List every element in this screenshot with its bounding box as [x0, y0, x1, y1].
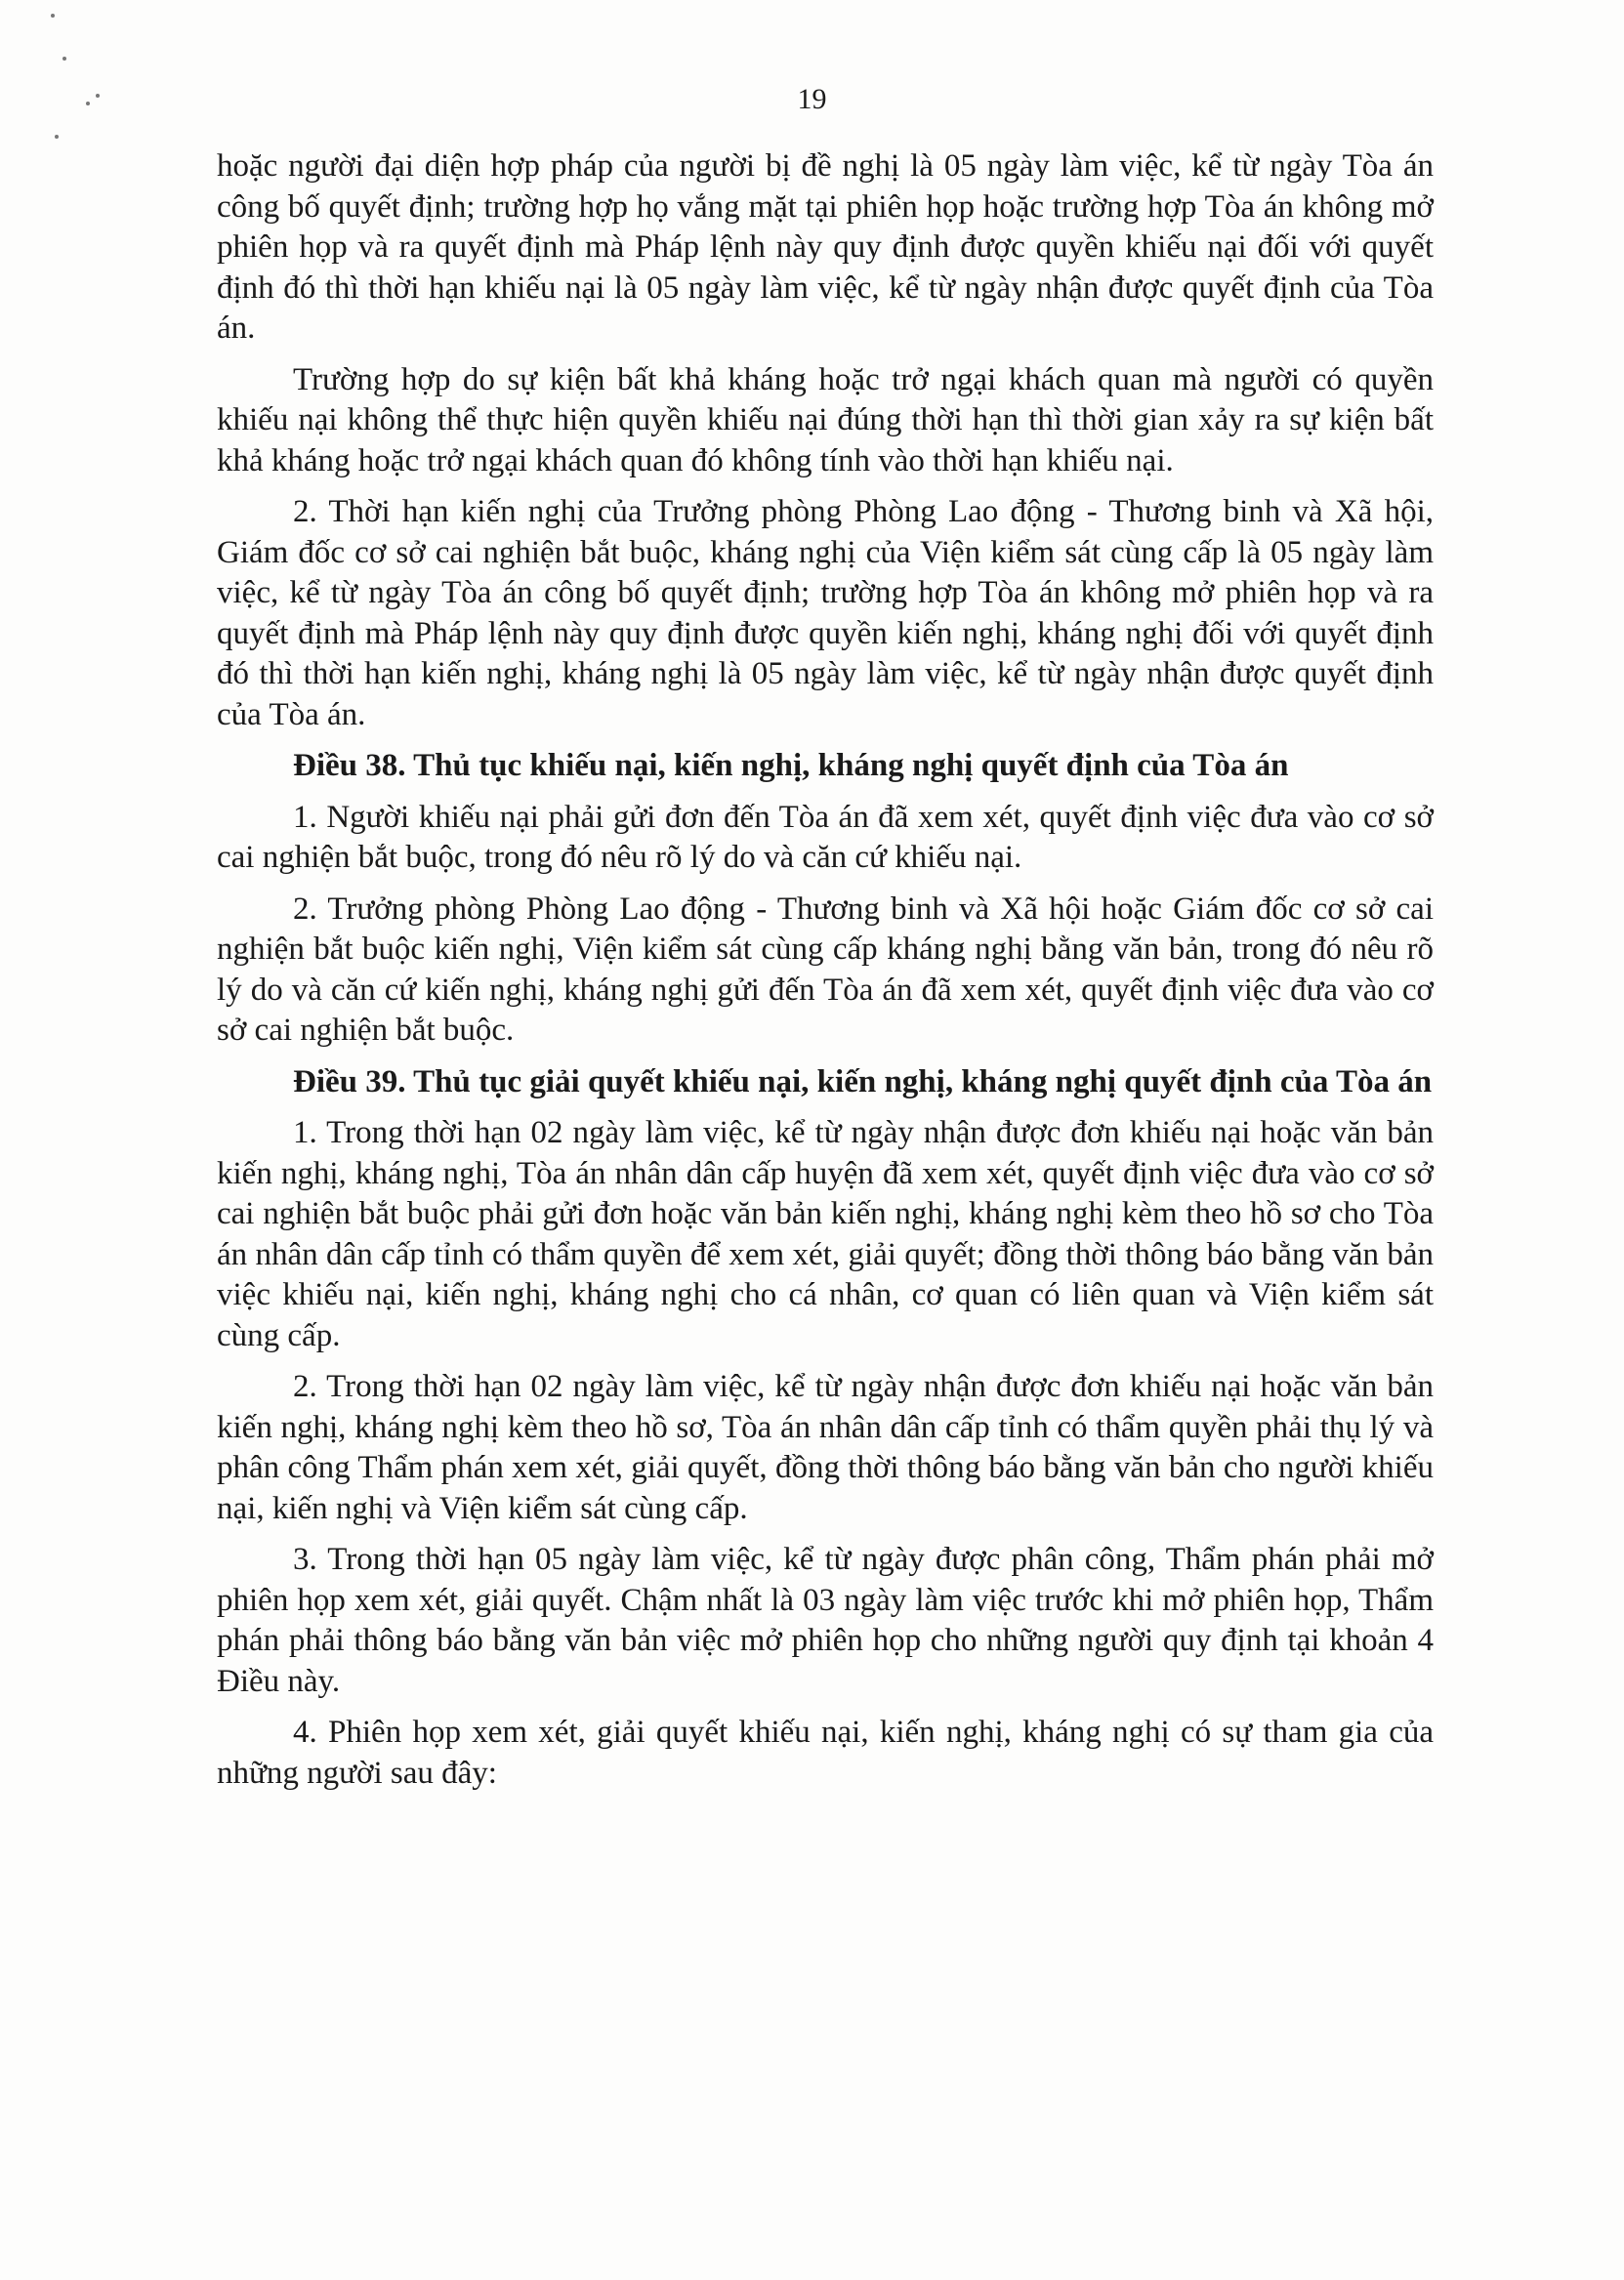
article-38-clause-1: 1. Người khiếu nại phải gửi đơn đến Tòa án đã xem xét, quyết định việc đưa vào cơ sở cai nghiện bắt buộc, trong đó nêu rõ lý do và căn cứ khiếu nại. — [217, 799, 1434, 875]
paragraph-continuation: hoặc người đại diện hợp pháp của người bị đề nghị là 05 ngày làm việc, kể từ ngày Tòa án công bố quyết định; trường hợp họ vắng mặt tại phiên họp hoặc trường hợp Tòa án không mở phiên họp và ra quyết định mà Pháp lệnh này quy định được quyền khiếu nại đối với quyết định đó thì thời hạn khiếu nại là 05 ngày làm việc, kể từ ngày nhận được quyết định của Tòa án. — [217, 148, 1434, 346]
paragraph-recommendation-deadline: 2. Thời hạn kiến nghị của Trưởng phòng Phòng Lao động - Thương binh và Xã hội, Giám đốc cơ sở cai nghiện bắt buộc, kháng nghị của Viện kiểm sát cùng cấp là 05 ngày làm việc, kể từ ngày Tòa án công bố quyết định; trường hợp Tòa án không mở phiên họp và ra quyết định mà Pháp lệnh này quy định được quyền kiến nghị, kháng nghị đối với quyết định đó thì thời hạn kiến nghị, kháng nghị là 05 ngày làm việc, kể từ ngày nhận được quyết định của Tòa án. — [217, 494, 1434, 732]
article-39-clause-2: 2. Trong thời hạn 02 ngày làm việc, kể từ ngày nhận được đơn khiếu nại hoặc văn bản kiến nghị, kháng nghị kèm theo hồ sơ, Tòa án nhân dân cấp tỉnh có thẩm quyền phải thụ lý và phân công Thẩm phán xem xét, giải quyết, đồng thời thông báo bằng văn bản cho người khiếu nại, kiến nghị và Viện kiểm sát cùng cấp. — [217, 1369, 1434, 1526]
article-38-heading: Điều 38. Thủ tục khiếu nại, kiến nghị, kháng nghị quyết định của Tòa án — [293, 748, 1289, 783]
page-number: 19 — [797, 83, 827, 115]
article-39-heading: Điều 39. Thủ tục giải quyết khiếu nại, kiến nghị, kháng nghị quyết định của Tòa án — [293, 1063, 1433, 1099]
article-39-clause-3: 3. Trong thời hạn 05 ngày làm việc, kể từ ngày được phân công, Thẩm phán phải mở phiên họp xem xét, giải quyết. Chậm nhất là 03 ngày làm việc trước khi mở phiên họp, Thẩm phán phải thông báo bằng văn bản việc mở phiên họp cho những người quy định tại khoản 4 Điều này. — [217, 1542, 1434, 1699]
paragraph-force-majeure: Trường hợp do sự kiện bất khả kháng hoặc trở ngại khách quan mà người có quyền khiếu nại không thể thực hiện quyền khiếu nại đúng thời hạn thì thời gian xảy ra sự kiện bất khả kháng hoặc trở ngại khách quan đó không tính vào thời hạn khiếu nại. — [217, 361, 1434, 478]
article-39-clause-4: 4. Phiên họp xem xét, giải quyết khiếu nại, kiến nghị, kháng nghị có sự tham gia của những người sau đây: — [217, 1715, 1434, 1791]
article-39-clause-1: 1. Trong thời hạn 02 ngày làm việc, kể từ ngày nhận được đơn khiếu nại hoặc văn bản kiến nghị, kháng nghị, Tòa án nhân dân cấp huyện đã xem xét, quyết định việc đưa vào cơ sở cai nghiện bắt buộc phải gửi đơn hoặc văn bản kiến nghị, kháng nghị kèm theo hồ sơ cho Tòa án nhân dân cấp tỉnh có thẩm quyền để xem xét, giải quyết; đồng thời thông báo bằng văn bản việc khiếu nại, kiến nghị, kháng nghị cho cá nhân, cơ quan có liên quan và Viện kiểm sát cùng cấp. — [217, 1115, 1434, 1353]
document-body — [217, 146, 1434, 1804]
article-38-clause-2: 2. Trưởng phòng Phòng Lao động - Thương binh và Xã hội hoặc Giám đốc cơ sở cai nghiện bắt buộc kiến nghị, Viện kiểm sát cùng cấp kháng nghị bằng văn bản, trong đó nêu rõ lý do và căn cứ kiến nghị, kháng nghị gửi đến Tòa án đã xem xét, quyết định việc đưa vào cơ sở cai nghiện bắt buộc. — [217, 891, 1434, 1048]
